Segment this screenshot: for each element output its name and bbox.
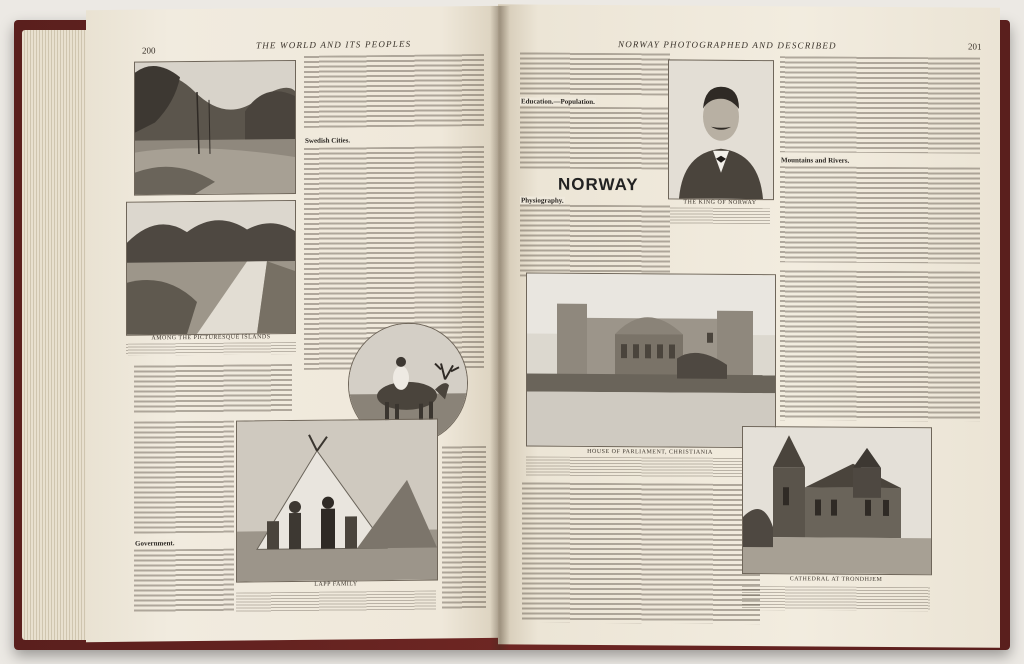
lapp-tent-photo: [236, 419, 438, 583]
left-running-head: THE WORLD AND ITS PEOPLES: [256, 38, 412, 51]
left-page-number: 200: [142, 45, 156, 56]
side-head-physiography: Physiography.: [521, 196, 564, 205]
cathedral-photo: [742, 426, 932, 575]
text-column: [134, 421, 234, 534]
right-page-number: 201: [968, 41, 982, 52]
caption-text: [126, 342, 296, 356]
caption-text: [526, 456, 774, 478]
parliament-caption: HOUSE OF PARLIAMENT, CHRISTIANIA: [587, 448, 713, 456]
cathedral-caption: CATHEDRAL AT TRONDHJEM: [789, 576, 883, 583]
caption-text: [670, 207, 770, 224]
side-head-mountains: Mountains and Rivers.: [781, 156, 850, 165]
lapp-caption: LAPP FAMILY: [314, 581, 358, 588]
promenade-caption: AMONG THE PICTURESQUE ISLANDS: [151, 334, 271, 342]
side-head-government: Government.: [135, 539, 175, 548]
text-column: [134, 549, 234, 614]
page-edges: [22, 30, 92, 640]
text-column: [442, 446, 486, 610]
text-column: [780, 166, 980, 263]
right-page: [498, 4, 1000, 648]
text-column: [304, 54, 484, 128]
book-gutter: [490, 6, 510, 650]
text-column: [522, 482, 760, 624]
parliament-photo: [526, 272, 776, 448]
text-column: [520, 204, 670, 277]
side-head-swedish-cities: Swedish Cities.: [305, 136, 351, 145]
promenade-photo: [126, 200, 296, 336]
text-column: [520, 52, 670, 95]
caption-text: [236, 591, 436, 613]
text-column: [134, 364, 292, 414]
section-title-norway: NORWAY: [558, 174, 639, 195]
right-running-head: NORWAY PHOTOGRAPHED AND DESCRIBED: [618, 39, 837, 51]
text-column: [520, 106, 670, 169]
caption-text: [742, 586, 930, 611]
park-canal-photo: [134, 60, 296, 196]
left-page: [86, 6, 504, 642]
king-portrait-caption: THE KING OF NORWAY: [683, 199, 757, 207]
king-portrait-photo: [668, 59, 774, 200]
text-column: [780, 270, 980, 421]
side-head-education: Education.—Population.: [521, 97, 595, 106]
text-column: [780, 56, 980, 153]
